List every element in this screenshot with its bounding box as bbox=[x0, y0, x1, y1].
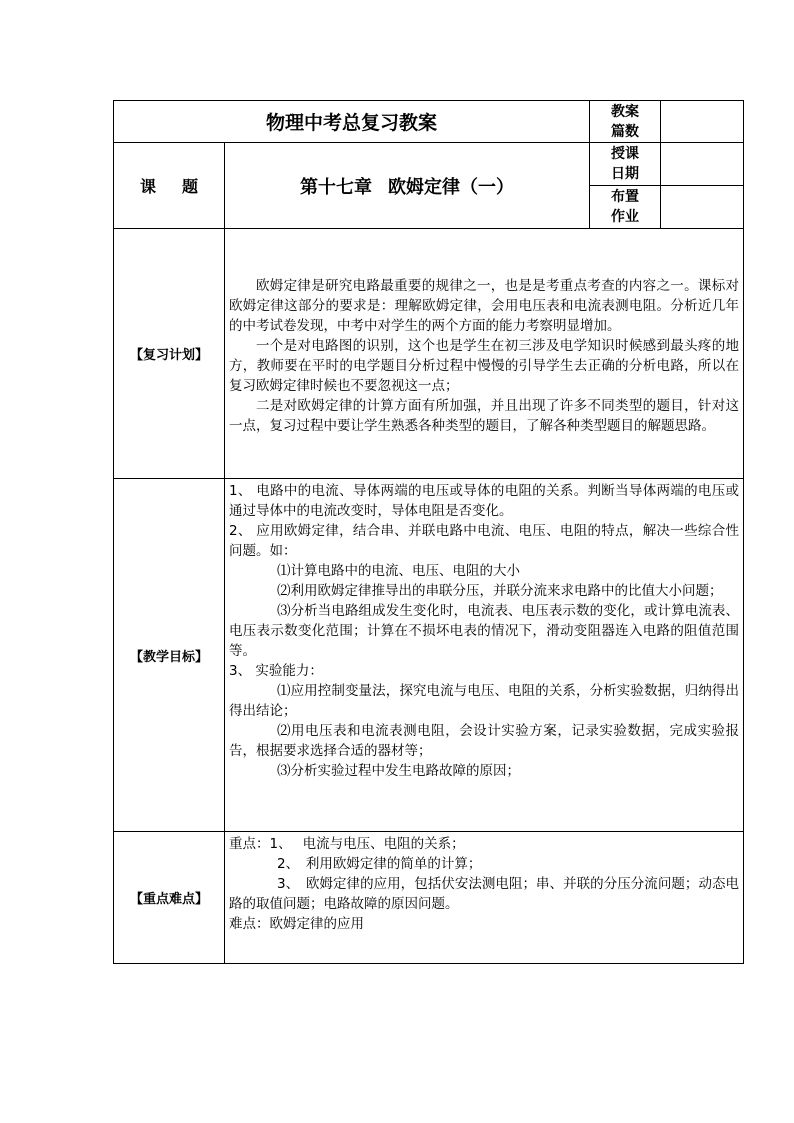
review-plan-paragraph: 二是对欧姆定律的计算方面有所加强，并且出现了许多不同类型的题目，针对这一点，复习过程中要让学生熟悉各种类型的题目，了解各种类型题目的解题思路。 bbox=[229, 397, 740, 434]
key-point-line: 3、 欧姆定律的应用，包括伏安法测电阻；串、并联的分压分流问题；动态电路的取值问题；电路故障的原因问题。 bbox=[229, 876, 740, 912]
key-point-line: 2、 利用欧姆定律的简单的计算； bbox=[277, 856, 482, 872]
document-title: 物理中考总复习教案 bbox=[114, 101, 590, 143]
review-plan-paragraph: 欧姆定律是研究电路最重要的规律之一，也是是考重点考查的内容之一。课标对欧姆定律这部分的要求是：理解欧姆定律，会用电压表和电流表测电阻。分析近几年的中考试卷发现，中考中对学生的两个方面的能力考察明显增加。 bbox=[229, 277, 740, 334]
review-plan-row bbox=[114, 229, 744, 479]
subject-row-top bbox=[114, 143, 744, 186]
key-points-row bbox=[114, 832, 744, 964]
review-plan-label: 【复习计划】 bbox=[114, 229, 225, 479]
goal-line: ⑶分析当电路组成发生变化时，电流表、电压表示数的变化，或计算电流表、电压表示数变化范围；计算在不损坏电表的情况下，滑动变阻器连入电路的阻值范围等。 bbox=[229, 603, 740, 659]
teach-date-value[interactable] bbox=[661, 143, 744, 186]
teach-date-label: 授课 日期 bbox=[590, 143, 661, 186]
goal-line: ⑵利用欧姆定律推导出的串联分压，并联分流来求电路中的比值大小问题； bbox=[277, 583, 723, 599]
goal-line: 2、 应用欧姆定律，结合串、并联电路中电流、电压、电阻的特点，解决一些综合性问题。如： bbox=[229, 523, 740, 559]
teaching-goals-row bbox=[114, 479, 744, 832]
lesson-count-label: 教案 篇数 bbox=[590, 101, 661, 143]
subject-label: 课 题 bbox=[114, 143, 225, 229]
goal-line: ⑶分析实验过程中发生电路故障的原因； bbox=[277, 763, 520, 779]
homework-value[interactable] bbox=[661, 186, 744, 229]
header-row bbox=[114, 101, 744, 143]
review-plan-content bbox=[225, 229, 744, 479]
goal-line: 1、 电路中的电流、导体两端的电压或导体的电阻的关系。判断当导体两端的电压或通过导体中的电流改变时，导体电阻是否变化。 bbox=[229, 483, 740, 519]
key-point-line: 难点：欧姆定律的应用 bbox=[229, 916, 364, 932]
goal-line: 3、 实验能力： bbox=[229, 663, 323, 679]
goal-line: ⑴应用控制变量法，探究电流与电压、电阻的关系，分析实验数据，归纳得出得出结论； bbox=[229, 683, 740, 719]
review-plan-paragraph: 一个是对电路图的识别，这个也是学生在初三涉及电学知识时候感到最头疼的地方，教师要在平时的电学题目分析过程中慢慢的引导学生去正确的分析电路，所以在复习欧姆定律时候也不要忽视这一点； bbox=[229, 337, 740, 394]
lesson-count-value[interactable] bbox=[661, 101, 744, 143]
lesson-plan-table bbox=[113, 100, 744, 964]
teaching-goals-content bbox=[225, 479, 744, 832]
key-point-line: 重点：1、 电流与电压、电阻的关系； bbox=[229, 836, 465, 852]
key-points-label: 【重点难点】 bbox=[114, 832, 225, 964]
goal-line: ⑵用电压表和电流表测电阻，会设计实验方案，记录实验数据，完成实验报告，根据要求选择合适的器材等； bbox=[229, 723, 740, 759]
homework-label: 布置 作业 bbox=[590, 186, 661, 229]
chapter-title: 第十七章 欧姆定律（一） bbox=[225, 143, 590, 229]
key-points-content bbox=[225, 832, 744, 964]
goal-line: ⑴计算电路中的电流、电压、电阻的大小 bbox=[277, 563, 520, 579]
teaching-goals-label: 【教学目标】 bbox=[114, 479, 225, 832]
